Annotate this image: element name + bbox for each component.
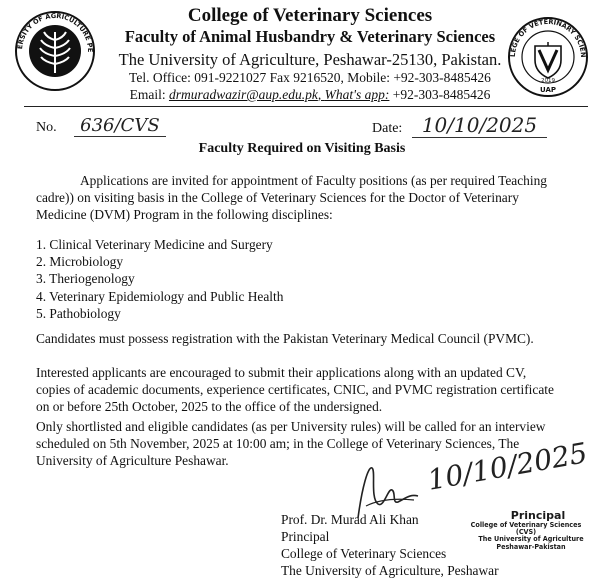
stamp-line: College of Veterinary Sciences (CVS) bbox=[470, 520, 582, 536]
reference-number bbox=[36, 115, 166, 136]
svg-text:THE UNIVERSITY OF AGRICULTURE: ERSITY OF AGRICULTURE PE bbox=[16, 11, 95, 53]
issue-date bbox=[372, 113, 547, 137]
submission-line: Interested applicants are encouraged to submit their applications along with an updated CV, bbox=[36, 365, 527, 380]
intro-paragraph bbox=[36, 172, 596, 224]
stamp-line: Peshawar-Pakistan bbox=[496, 542, 566, 551]
discipline-item: 5. Pathobiology bbox=[36, 305, 121, 321]
submission-paragraph bbox=[36, 364, 596, 416]
discipline-item: 1. Clinical Veterinary Medicine and Surgery bbox=[36, 237, 273, 252]
header-divider bbox=[24, 106, 588, 107]
date-label: Date: bbox=[372, 121, 403, 136]
intro-line: Medicine (DVM) Program in the following disciplines: bbox=[36, 207, 333, 223]
faculty-name: Faculty of Animal Husbandry & Veterinary Sciences bbox=[124, 27, 496, 46]
contact-line: Tel. Office: 091-9221027 Fax 9216520, Mobile: +92-303-8485426 bbox=[129, 70, 491, 85]
signatory-name: Prof. Dr. Murad Ali Khan bbox=[281, 512, 419, 527]
submission-line: on or before 25th October, 2025 to the office of the undersigned. bbox=[36, 399, 383, 415]
reference-label: No. bbox=[36, 120, 57, 135]
email-line: Email: drmuradwazir@aup.edu.pk, What's app: +92-303-8485426 bbox=[129, 87, 491, 102]
discipline-item: 4. Veterinary Epidemiology and Public Health bbox=[36, 288, 284, 304]
stamp-line: The University of Agriculture bbox=[478, 535, 584, 544]
svg-text:2019: 2019 bbox=[541, 78, 555, 84]
college-name: College of Veterinary Sciences bbox=[187, 5, 433, 26]
signature-date: 10/10/2025 bbox=[425, 436, 590, 497]
signatory-university: The University of Agriculture, Peshawar bbox=[281, 563, 499, 578]
svg-text:COLLEGE OF VETERINARY SCIENCES: LEGE OF VETERINARY SCIEN bbox=[508, 17, 588, 58]
svg-text:UAP: UAP bbox=[539, 86, 557, 94]
requirement-paragraph: Candidates must possess registration with the Pakistan Veterinary Medical Council (PVMC). bbox=[36, 331, 534, 346]
interview-line: scheduled on 5th November, 2025 at 10:00 am; in the College of Veterinary Sciences, The bbox=[36, 436, 520, 452]
intro-line: Applications are invited for appointment of Faculty positions (as per required Teaching bbox=[80, 173, 547, 188]
signatory-designation: Principal bbox=[281, 529, 330, 544]
university-address: The University of Agriculture, Peshawar-25130, Pakistan. bbox=[118, 50, 502, 69]
intro-line: cadre)) on visiting basis in the College of Veterinary Sciences for the Doctor of Veterinary bbox=[36, 190, 519, 206]
discipline-item: 2. Microbiology bbox=[36, 254, 124, 270]
whatsapp-number: +92-303-8485426 bbox=[392, 87, 491, 102]
principal-stamp bbox=[456, 510, 596, 551]
email-label: Email: bbox=[129, 87, 166, 102]
notice-title: Faculty Required on Visiting Basis bbox=[198, 141, 406, 156]
discipline-item: 3. Theriogenology bbox=[36, 271, 135, 287]
whatsapp-label: What's app: bbox=[324, 87, 390, 102]
submission-line: copies of academic documents, experience certificates, CNIC, and PVMC registration certificate bbox=[36, 382, 554, 398]
reference-value: 636/CVS bbox=[74, 115, 166, 137]
email-link[interactable]: drmuradwazir@aup.edu.pk bbox=[168, 87, 318, 102]
interview-line: University of Agriculture Peshawar. bbox=[36, 453, 229, 469]
stamp-title: Principal bbox=[510, 509, 566, 522]
disciplines-list bbox=[36, 236, 283, 322]
university-logo bbox=[14, 10, 96, 92]
signatory-college: College of Veterinary Sciences bbox=[281, 546, 447, 561]
interview-line: Only shortlisted and eligible candidates (as per University rules) will be called for an interview bbox=[36, 419, 546, 434]
date-value: 10/10/2025 bbox=[412, 113, 547, 138]
